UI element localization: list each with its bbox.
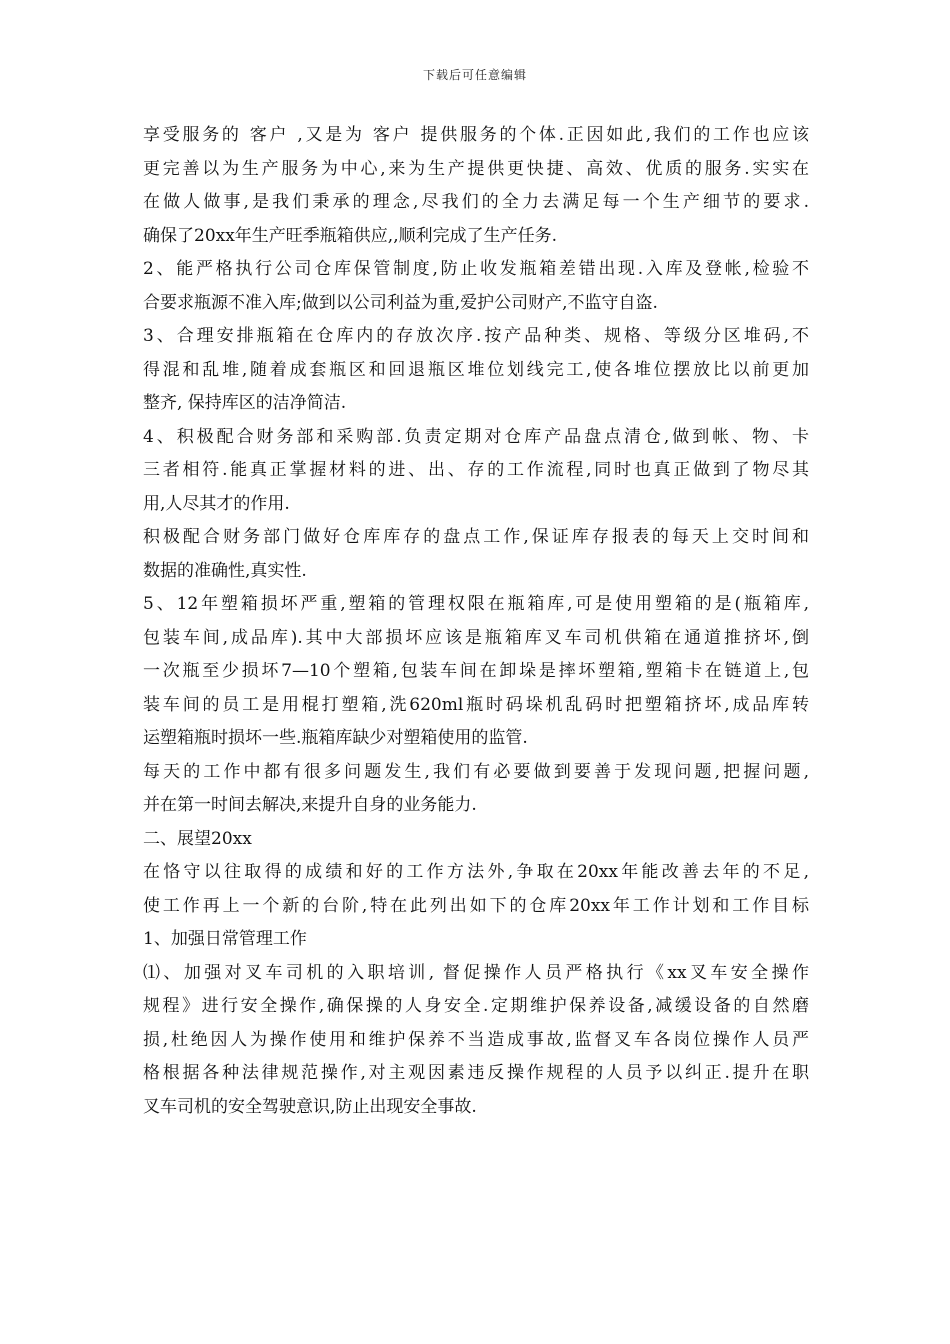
text-line: 积极配合财务部门做好仓库库存的盘点工作,保证库存报表的每天上交时间和 — [143, 527, 809, 547]
text-line: 规程》进行安全操作,确保操的人身安全.定期维护保养设备,减缓设备的自然磨 — [143, 996, 809, 1016]
text-line: 5、12年塑箱损坏严重,塑箱的管理权限在瓶箱库,可是使用塑箱的是(瓶箱库, — [143, 594, 809, 614]
text-line: 数据的准确性,真实性. — [143, 560, 307, 581]
text-line: 格根据各种法律规范操作,对主观因素违反操作规程的人员予以纠正.提升在职 — [143, 1063, 809, 1083]
text-line: 损,杜绝因人为操作使用和维护保养不当造成事故,监督叉车各岗位操作人员严 — [143, 1029, 809, 1050]
text-line: 并在第一时间去解决,来提升自身的业务能力. — [143, 795, 477, 815]
text-line: 三者相符.能真正掌握材料的进、出、存的工作流程,同时也真正做到了物尽其 — [143, 460, 809, 480]
text-line: 确保了20xx年生产旺季瓶箱供应,,顺利完成了生产任务. — [143, 225, 558, 246]
text-line: 享受服务的 客户 ,又是为 客户 提供服务的个体.正因如此,我们的工作也应该 — [143, 125, 809, 145]
text-line: 4、积极配合财务部和采购部.负责定期对仓库产品盘点清仓,做到帐、物、卡 — [143, 426, 809, 447]
text-line: 包装车间,成品库).其中大部损坏应该是瓶箱库叉车司机供箱在通道推挤坏,倒 — [143, 627, 809, 648]
text-line: 得混和乱堆,随着成套瓶区和回退瓶区堆位划线完工,使各堆位摆放比以前更加 — [143, 359, 809, 380]
text-line: 合要求瓶源不准入库;做到以公司利益为重,爱护公司财产,不监守自盗. — [143, 292, 658, 313]
text-line: 叉车司机的安全驾驶意识,防止出现安全事故. — [143, 1096, 477, 1117]
text-line: 运塑箱瓶时损坏一些.瓶箱库缺少对塑箱使用的监管. — [143, 728, 528, 748]
text-line: 在做人做事,是我们秉承的理念,尽我们的全力去满足每一个生产细节的要求. — [143, 192, 809, 212]
text-line: 用,人尽其才的作用. — [143, 493, 290, 514]
text-line: 使工作再上一个新的台阶,特在此列出如下的仓库20xx年工作计划和工作目标 — [143, 895, 809, 916]
document-body — [143, 119, 809, 1124]
text-line: 整齐, 保持库区的洁净简洁. — [143, 393, 347, 413]
text-line: 装车间的员工是用棍打塑箱,洗620ml瓶时码垛机乱码时把塑箱挤坏,成品库转 — [143, 694, 809, 715]
section-heading: 二、展望20xx — [143, 828, 252, 849]
text-line: 更完善以为生产服务为中心,来为生产提供更快捷、高效、优质的服务.实实在 — [143, 158, 809, 179]
text-line: 3、合理安排瓶箱在仓库内的存放次序.按产品种类、规格、等级分区堆码,不 — [143, 326, 809, 346]
text-line: 2、能严格执行公司仓库保管制度,防止收发瓶箱差错出现.入库及登帐,检验不 — [143, 259, 809, 279]
text-line: 在恪守以往取得的成绩和好的工作方法外,争取在20xx年能改善去年的不足, — [143, 862, 809, 882]
text-line: ⑴、加强对叉车司机的入职培训, 督促操作人员严格执行《xx叉车安全操作 — [143, 962, 809, 983]
subsection-heading: 1、加强日常管理工作 — [143, 929, 307, 949]
text-line: 每天的工作中都有很多问题发生,我们有必要做到要善于发现问题,把握问题, — [143, 761, 809, 782]
text-line: 一次瓶至少损坏7—10个塑箱,包装车间在卸垛是摔坏塑箱,塑箱卡在链道上,包 — [143, 661, 809, 681]
page-header: 下载后可任意编辑 — [422, 68, 527, 82]
